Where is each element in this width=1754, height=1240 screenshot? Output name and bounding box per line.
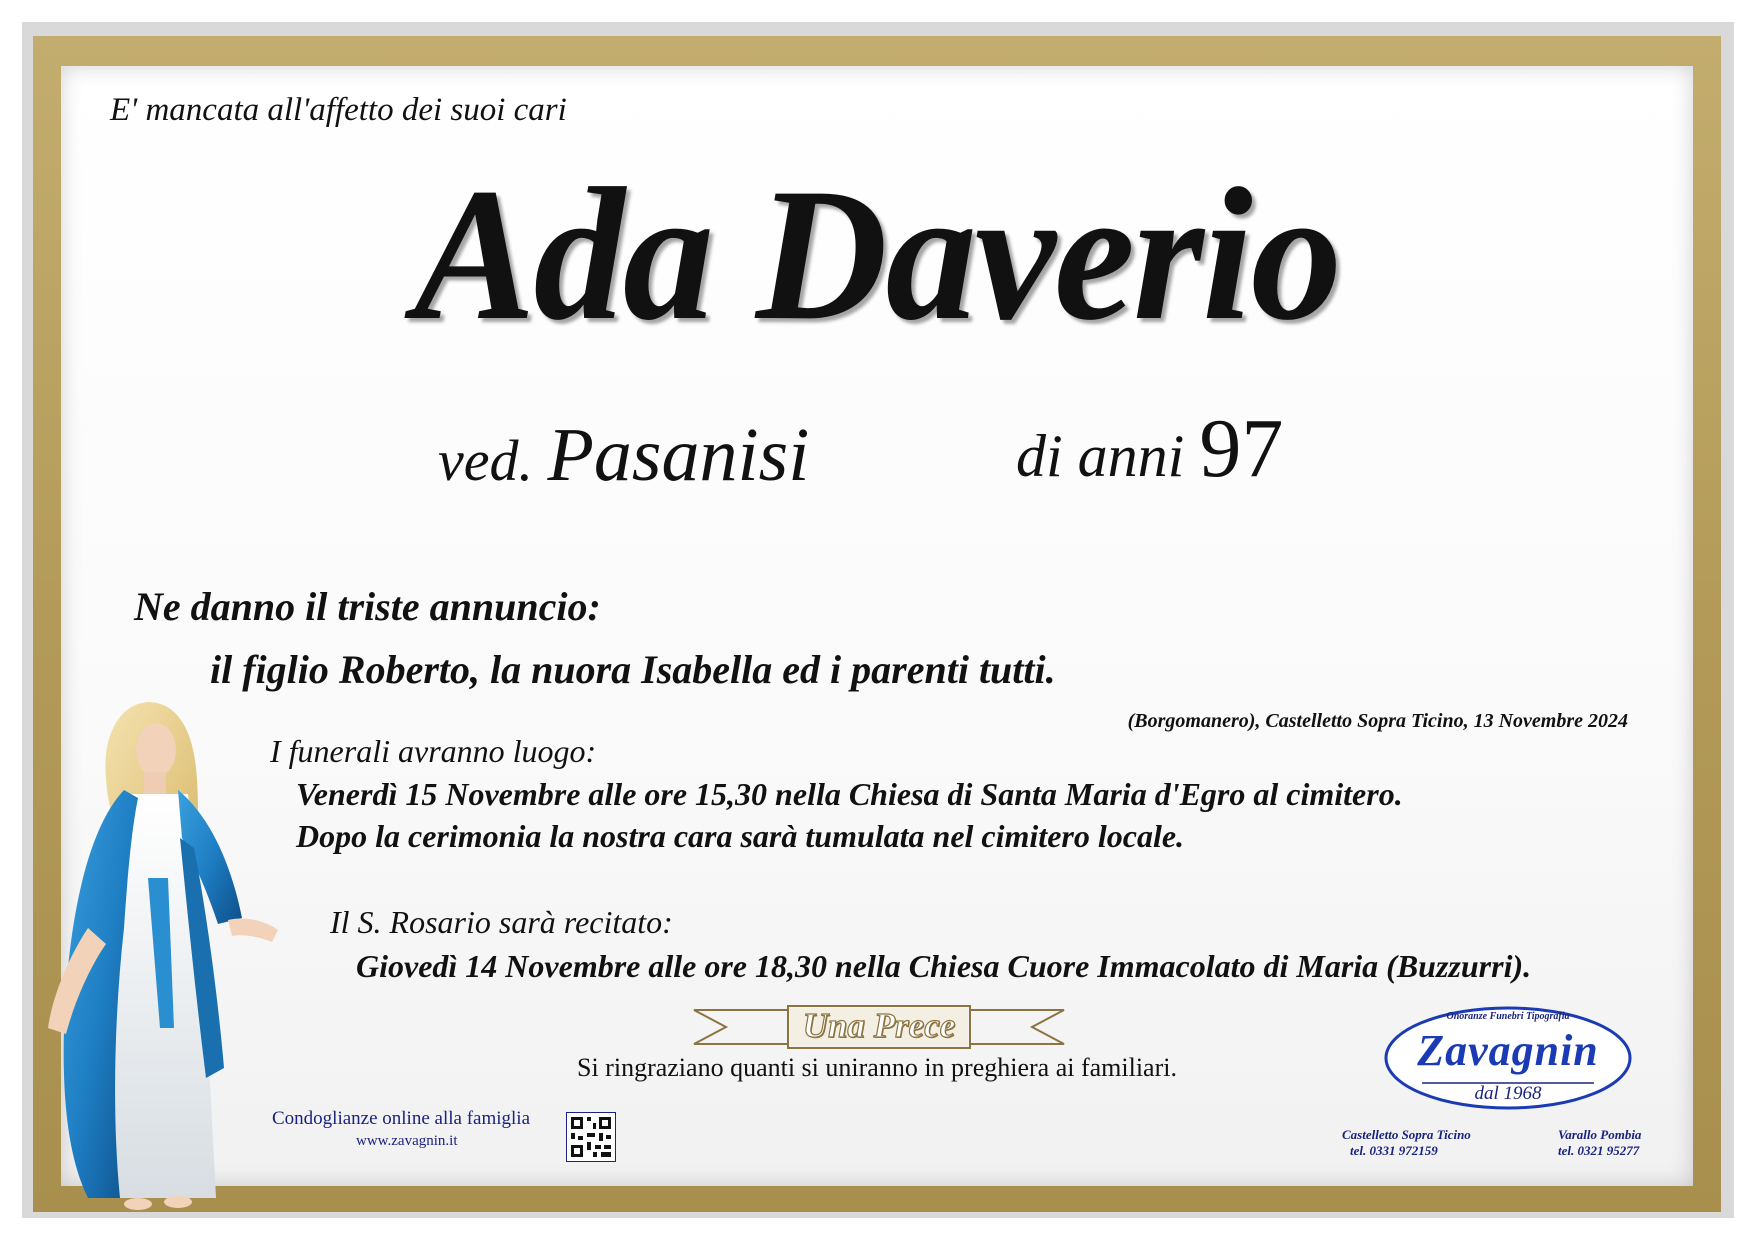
rosary-heading: Il S. Rosario sarà recitato: <box>330 904 673 940</box>
funeral-details: Venerdì 15 Novembre alle ore 15,30 nella Chiesa di Santa Maria d'Egro al cimitero. <box>296 776 1403 812</box>
branch-phone: tel. 0331 972159 <box>1350 1143 1438 1158</box>
widow-line <box>438 412 809 499</box>
agency-tagline: Onoranze Funebri Tipografia <box>1446 1011 1570 1022</box>
announcement-heading: Ne danno il triste annuncio: <box>134 584 601 629</box>
thanks-line: Si ringraziano quanti si uniranno in preghiera ai familiari. <box>577 1053 1177 1082</box>
branch-phone: tel. 0321 95277 <box>1558 1143 1640 1158</box>
agency-logo <box>1382 1003 1634 1113</box>
age-value: 97 <box>1199 402 1284 495</box>
funeral-heading: I funerali avranno luogo: <box>270 733 597 769</box>
branch-city: Varallo Pombia <box>1558 1127 1642 1142</box>
branch-castelletto <box>1342 1127 1471 1159</box>
agency-name: Zavagnin <box>1417 1026 1599 1075</box>
place-date: (Borgomanero), Castelletto Sopra Ticino, 13 Novembre 2024 <box>1127 710 1628 732</box>
rosary-details: Giovedì 14 Novembre alle ore 18,30 nella Chiesa Cuore Immacolato di Maria (Buzzurri). <box>356 948 1532 984</box>
branch-varallo <box>1558 1127 1641 1159</box>
burial-details: Dopo la cerimonia la nostra cara sarà tumulata nel cimitero locale. <box>296 818 1185 854</box>
age-label: di anni <box>1016 423 1185 489</box>
condolences-link[interactable]: www.zavagnin.it <box>356 1133 458 1149</box>
prece-text: Una Prece <box>802 1006 956 1045</box>
virgin-mary-icon <box>28 698 298 1218</box>
intro-line: E' mancata all'affetto dei suoi cari <box>110 92 567 128</box>
agency-since: dal 1968 <box>1474 1083 1542 1104</box>
madonna-image <box>28 698 298 1218</box>
qr-code-icon[interactable] <box>566 1112 616 1162</box>
announcement-family: il figlio Roberto, la nuora Isabella ed i parenti tutti. <box>210 647 1056 692</box>
deceased-name: Ada Daverio <box>413 150 1341 360</box>
married-surname: Pasanisi <box>547 413 810 497</box>
age-line <box>1016 400 1283 497</box>
prece-ribbon <box>692 1004 1066 1050</box>
branch-city: Castelletto Sopra Ticino <box>1342 1127 1471 1142</box>
widow-label: ved. <box>438 428 533 493</box>
condolences-text: Condoglianze online alla famiglia <box>272 1108 531 1129</box>
